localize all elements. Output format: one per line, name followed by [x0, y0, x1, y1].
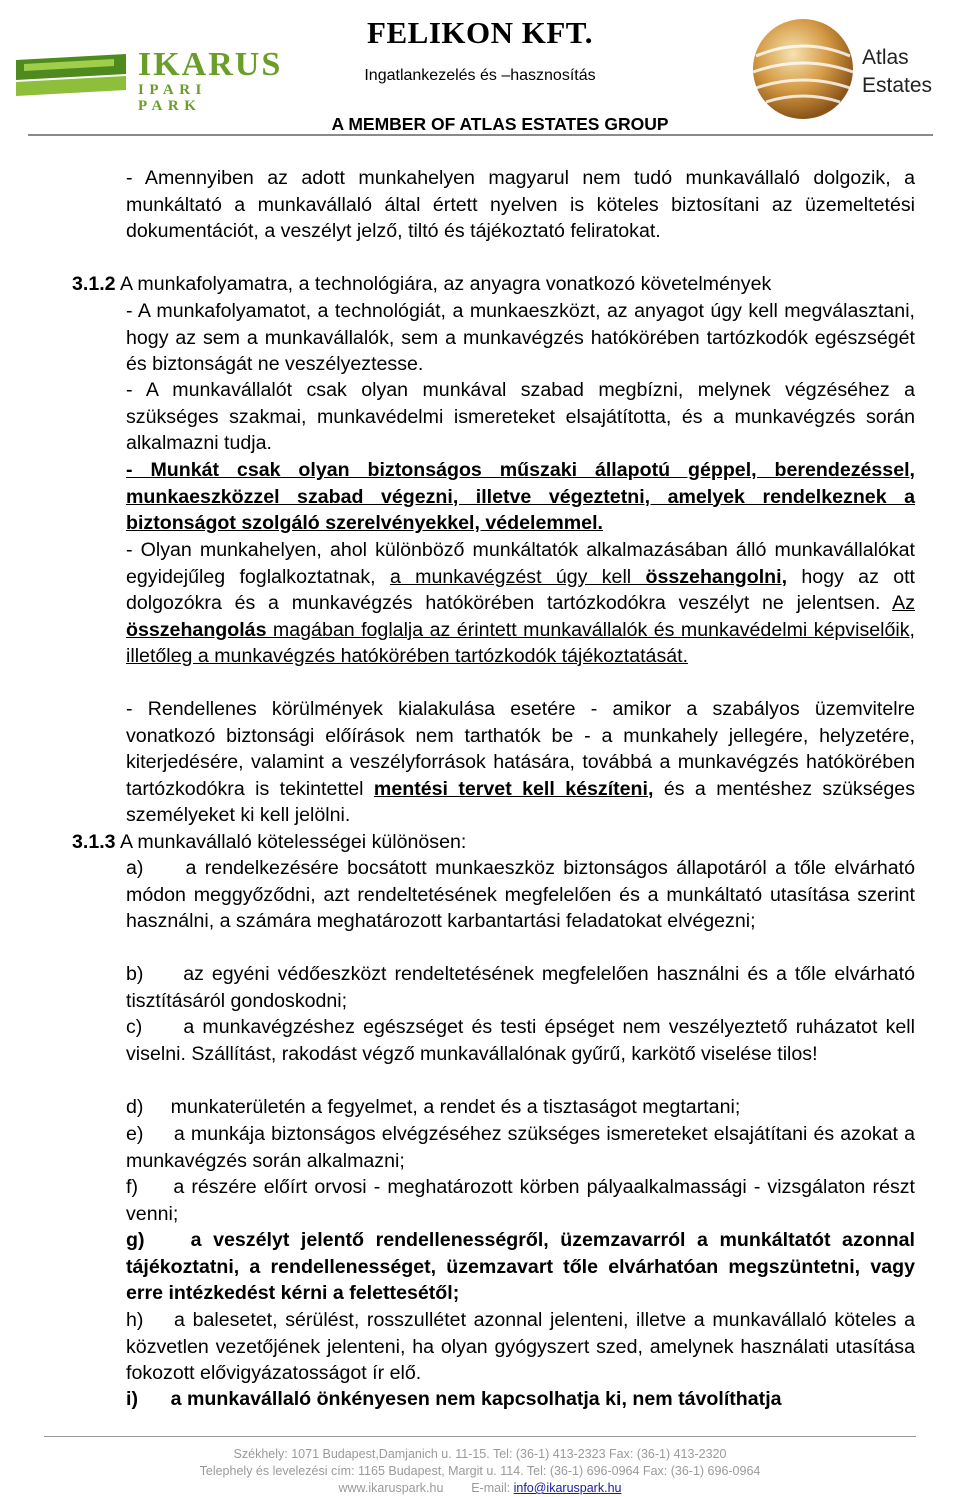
coordination-text-3: összehangolni,	[645, 565, 788, 588]
duty-item-d: d) munkaterületén a fegyelmet, a rendet és a tisztaságot megtartani;	[126, 1096, 741, 1118]
item-i-text: munkavállaló önkényesen nem kapcsolhatja ki, nem távolíthatja	[186, 1388, 782, 1410]
duty-item-i	[126, 1386, 915, 1413]
email-link[interactable]: info@ikaruspark.hu	[513, 1481, 622, 1495]
coordination-text-2: a munkavégzést úgy kell	[389, 565, 646, 588]
coordination-text-7: magában foglalja az érintett munkavállalók és munkavédelmi képviselőik, illetőleg a munkavégzés hatókörében tartózkodók tájékoztatását.	[126, 618, 915, 667]
duty-item-b: b) az egyéni védőeszközt rendeltetésének megfelelően használni és a tőle elvárható tisztításáról gondoskodni;	[126, 963, 915, 1012]
section-3-1-2-heading	[72, 271, 914, 298]
section-3-1-3-heading	[72, 829, 914, 856]
website-link[interactable]: www.ikaruspark.hu	[338, 1481, 444, 1495]
logo-word: IKARUS	[138, 46, 283, 83]
paragraph-safe-equipment	[126, 457, 915, 537]
ikarus-logo-graphic	[14, 44, 134, 104]
duty-item-h: h) a balesetet, sérülést, rosszullétet azonnal jelenteni, illetve a munkavállaló köteles a közvetlen vezetőjének jelenteni, ha olyan gyógyszert szed, amelynek használati utasítása fokozott elővigyázatosságot ír elő.	[126, 1309, 915, 1384]
section-title: A munkafolyamatra, a technológiára, az anyagra vonatkozó követelmények	[119, 273, 772, 295]
paragraph-language-requirement: - Amennyiben az adott munkahelyen magyarul nem tudó munkavállaló dolgozik, a munkáltató a munkavállaló által értett nyelven is köteles biztosítani az üzemeltetési dokumentációt, a veszélyt jelző, tiltó és tájékoztató feliratokat.	[126, 167, 915, 242]
footer-headquarters: Székhely: 1071 Budapest,Damjanich u. 11-15. Tel: (36-1) 413-2323 Fax: (36-1) 413-2320	[233, 1447, 727, 1461]
atlas-line-2: Estates	[862, 74, 933, 97]
coordination-text-1: - Olyan munkahelyen, ahol különböző munkáltatók alkalmazásában álló munkavállalókat egyidejűleg foglalkoztatnak,	[126, 539, 915, 588]
footer-contact	[0, 1480, 960, 1497]
atlas-globe-logo	[748, 14, 858, 124]
atlas-line-1: Atlas	[862, 46, 909, 69]
atlas-estates-wordmark	[862, 44, 932, 100]
ikarus-logo	[14, 44, 283, 114]
paragraph-rescue-plan	[126, 696, 915, 829]
safe-equipment-text: Munkát csak olyan biztonságos műszaki állapotú géppel, berendezéssel, munkaeszközzel szabad végezni, illetve végeztetni, amelyek rendelkeznek a biztonságot szolgáló szerelvényekkel, védelemmel.	[126, 459, 915, 534]
coordination-text-5: Az	[892, 592, 915, 614]
paragraph-worker-assignment: - A munkavállalót csak olyan munkával szabad megbízni, melynek végzéséhez a szükséges szakmai, munkavédelmi ismereteket elsajátította, és a munkavégzés során alkalmazni tudja.	[126, 379, 915, 454]
coordination-text-4: hogy az ott dolgozókra és a munkavégzés hatókörében tartózkodókra veszélyt ne jelentsen.	[126, 565, 915, 614]
email-label: E-mail:	[471, 1481, 511, 1495]
item-i-label: i) a	[126, 1388, 187, 1410]
group-membership: A MEMBER OF ATLAS ESTATES GROUP	[331, 114, 669, 134]
duty-item-c: c) a munkavégzéshez egészséget és testi épséget nem veszélyeztető ruházatot kell viselni. Szállítást, rakodást végző munkavállalónak gyűrű, karkötő viselése tilos!	[126, 1016, 915, 1065]
logo-subword: IPARI PARK	[138, 82, 207, 114]
duty-item-a: a) a rendelkezésére bocsátott munkaeszköz biztonságos állapotáról a tőle elvárható módon meggyőződni, azt rendeltetésének megfelelően és a munkáltató utasítása szerint használni, a számára meghatározott karbantartási feladatokat elvégezni;	[126, 857, 915, 932]
dash: -	[126, 459, 151, 481]
paragraph-coordination	[126, 537, 915, 670]
company-name: FELIKON KFT.	[367, 15, 593, 50]
duty-item-g: g) a veszélyt jelentő rendellenességről, üzemzavarról a munkáltatót azonnal tájékoztatni, a rendellenességet, üzemzavart tőle elvárhatóan megszüntetni, vagy erre intézkedést kérni a felettesétől;	[126, 1229, 915, 1304]
rescue-text-3: és a mentéshez szükséges személyeket ki kell jelölni.	[126, 777, 916, 826]
header-divider	[28, 134, 933, 136]
coordination-text-6: összehangolás	[126, 618, 267, 641]
section-number: 3.1.3	[72, 831, 116, 853]
section-number: 3.1.2	[72, 273, 116, 295]
duty-item-e: e) a munkája biztonságos elvégzéséhez szükséges ismereteket elsajátítani és azokat a munkavégzés során alkalmazni;	[126, 1123, 915, 1172]
footer-site-address: Telephely és levelezési cím: 1165 Budapest, Margit u. 114. Tel: (36-1) 696-0964 Fax: (36-1) 696-0964	[199, 1464, 761, 1478]
footer-divider	[44, 1436, 916, 1437]
paragraph-process-selection: - A munkafolyamatot, a technológiát, a munkaeszközt, az anyagot úgy kell megválasztani, hogy az sem a munkavállalók, sem a munkavégzés hatókörében tartózkodók egészségét és biztonságát ne veszélyeztesse.	[126, 300, 915, 375]
rescue-text-2: mentési tervet kell készíteni,	[373, 777, 654, 800]
section-title: A munkavállaló kötelességei különösen:	[119, 831, 467, 853]
duty-item-f: f) a részére előírt orvosi - meghatározott körben pályaalkalmassági - vizsgálaton részt venni;	[126, 1176, 915, 1225]
rescue-text-1: - Rendellenes körülmények kialakulása esetére - amikor a szabályos üzemvitelre vonatkozó biztonsági előírások nem tarthatók be - a munkahely jellegére, helyzetére, kiterjedésére, valamint a veszélyforrások hatására, továbbá a munkavégzés hatókörében tartózkodókra is tekintettel	[126, 698, 915, 800]
company-subtitle: Ingatlankezelés és –hasznosítás	[364, 67, 596, 84]
